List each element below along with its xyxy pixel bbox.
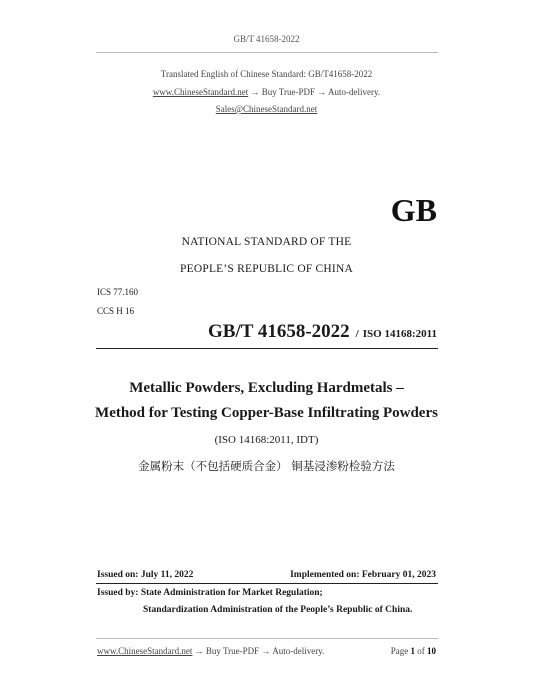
gbt-number: GB/T 41658-2022 — [208, 321, 350, 342]
footer-site-link[interactable]: www.ChineseStandard.net — [97, 646, 193, 656]
issuer-line-2: Standardization Administration of the People’s Republic of China. — [143, 605, 413, 615]
iso-reference: (ISO 14168:2011, IDT) — [214, 434, 319, 446]
implemented-date: Implemented on: February 01, 2023 — [290, 570, 436, 580]
standard-number — [208, 321, 437, 343]
ccs-code: CCS H 16 — [97, 306, 135, 316]
translation-note: Translated English of Chinese Standard: GB/T41658-2022 — [160, 69, 373, 79]
footer-auto-delivery-text: Auto-delivery. — [272, 646, 325, 656]
page-indicator — [391, 646, 436, 656]
issuer-line-1: Issued by: State Administration for Market Regulation; — [97, 588, 323, 598]
footer-divider — [96, 638, 438, 639]
iso-number: ISO 14168:2011 — [362, 328, 437, 340]
issued-date: Issued on: July 11, 2022 — [97, 570, 194, 580]
issue-rule — [96, 583, 438, 584]
page-number: 1 — [410, 646, 415, 656]
auto-delivery-text: Auto-delivery. — [328, 87, 381, 97]
header-divider — [96, 52, 438, 53]
page-label: Page — [390, 646, 409, 656]
arrow-icon: → — [194, 646, 204, 656]
gb-mark: GB — [390, 192, 437, 228]
national-standard-line-1: NATIONAL STANDARD OF THE — [181, 236, 352, 248]
title-line-1: Metallic Powders, Excluding Hardmetals – — [129, 380, 404, 396]
email-link[interactable]: Sales@ChineseStandard.net — [215, 104, 318, 114]
ics-code: ICS 77.160 — [97, 287, 139, 297]
arrow-icon: → — [250, 87, 260, 97]
site-link[interactable]: www.ChineseStandard.net — [152, 87, 249, 97]
title-line-2: Method for Testing Copper-Base Infiltrating Powders — [95, 405, 438, 421]
buy-text: Buy True-PDF — [261, 87, 315, 97]
purchase-line — [0, 87, 533, 97]
arrow-icon: → — [261, 646, 271, 656]
national-standard-line-2: PEOPLE’S REPUBLIC OF CHINA — [180, 263, 353, 275]
running-header: GB/T 41658-2022 — [233, 34, 300, 44]
standard-number-rule — [96, 348, 438, 349]
page-total: 10 — [427, 646, 436, 656]
arrow-icon: → — [317, 87, 327, 97]
number-separator: / — [355, 328, 359, 340]
footer-buy-text: Buy True-PDF — [205, 646, 260, 656]
email-line — [0, 104, 533, 114]
footer-purchase-line — [97, 646, 324, 656]
chinese-title: 金属粉末（不包括硬质合金） 铜基浸渗粉检验方法 — [138, 459, 395, 473]
of-label: of — [417, 646, 425, 656]
